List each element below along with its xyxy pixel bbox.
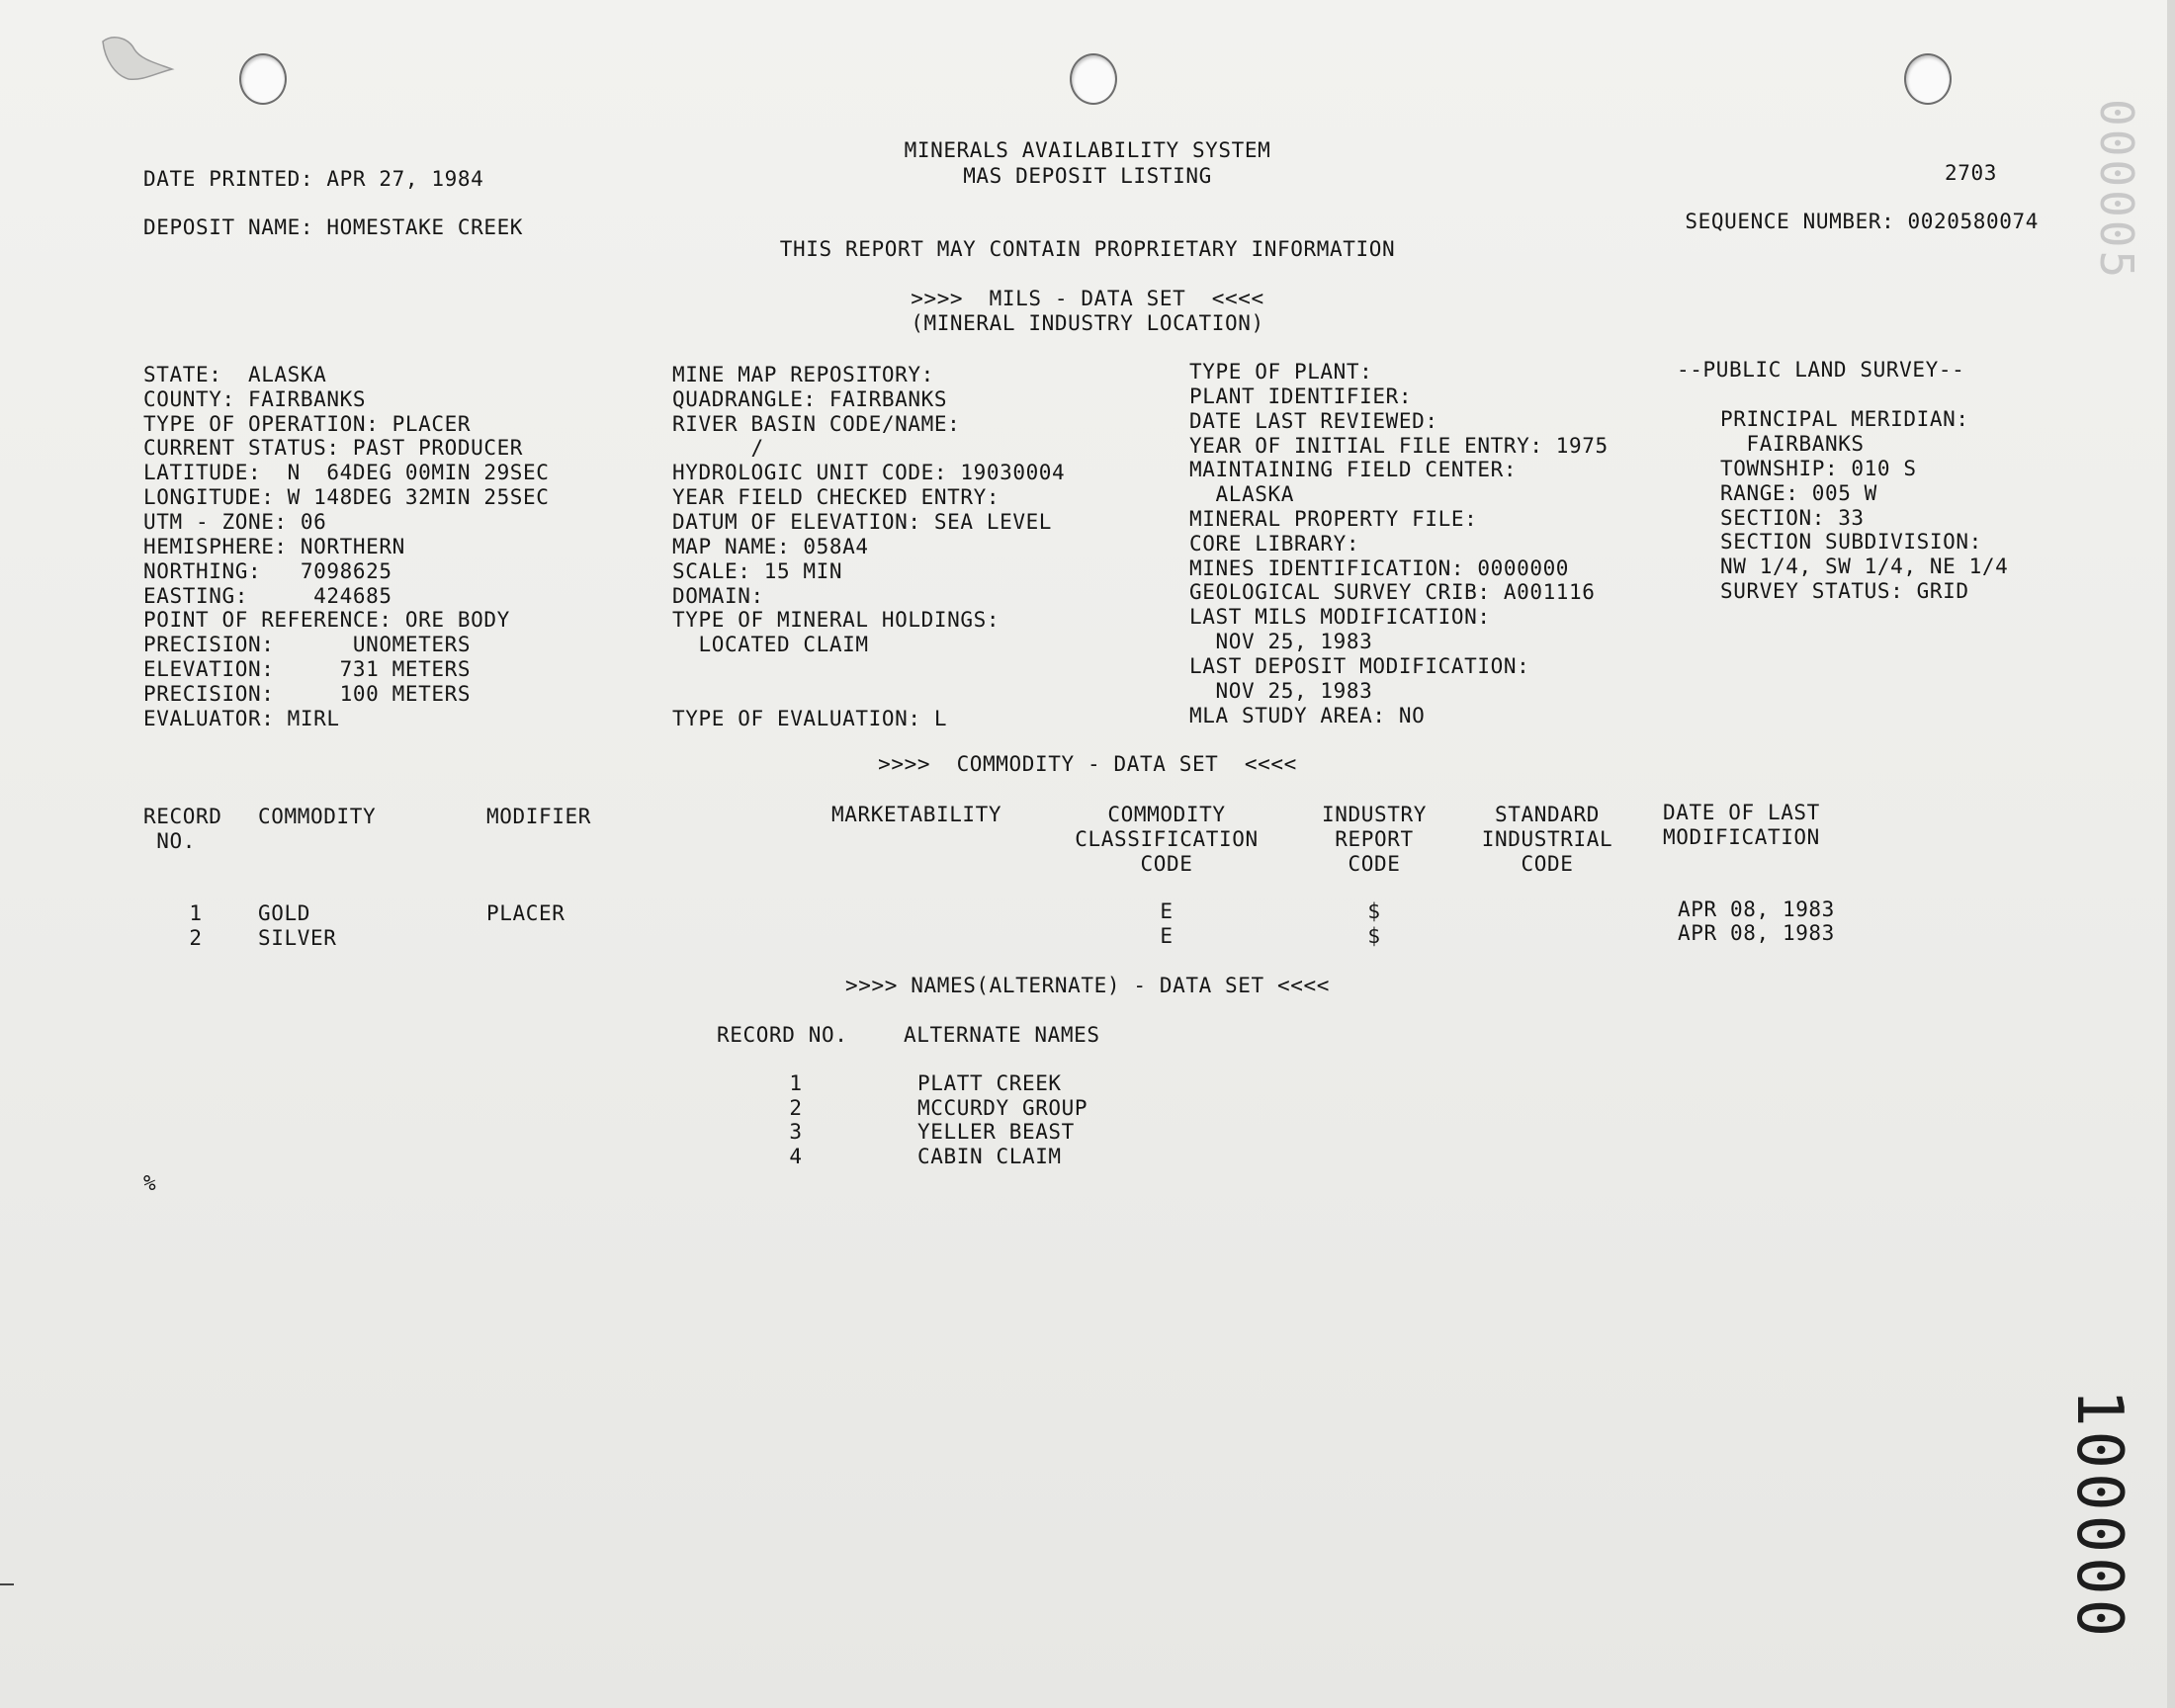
mils-field: TYPE OF MINERAL HOLDINGS: (672, 608, 1000, 632)
mils-field: LAST DEPOSIT MODIFICATION: (1189, 654, 1530, 678)
mils-field: CURRENT STATUS: PAST PRODUCER (143, 436, 524, 460)
alt-name-record: 3 (789, 1120, 803, 1144)
alt-name-record: 2 (789, 1096, 803, 1120)
survey-field: PRINCIPAL MERIDIAN: (1720, 407, 1969, 431)
binder-hole-right (1904, 53, 1952, 105)
binder-hole-left (239, 53, 287, 105)
col-modifier: MODIFIER (486, 805, 591, 828)
survey-field: TOWNSHIP: 010 S (1720, 457, 1917, 480)
survey-field: SURVEY STATUS: GRID (1720, 579, 1969, 603)
mils-field: LONGITUDE: W 148DEG 32MIN 25SEC (143, 485, 550, 509)
mils-field: MINES IDENTIFICATION: 0000000 (1189, 556, 1570, 580)
mils-field: MAP NAME: 058A4 (672, 535, 869, 558)
mils-field: NOV 25, 1983 (1189, 630, 1373, 653)
alt-name: CABIN CLAIM (917, 1145, 1062, 1168)
mils-field: HYDROLOGIC UNIT CODE: 19030004 (672, 461, 1066, 484)
col-record-no: RECORD NO. (143, 805, 222, 853)
sequence-number: SEQUENCE NUMBER: 0020580074 (1685, 210, 2039, 233)
mils-field: HEMISPHERE: NORTHERN (143, 535, 405, 558)
cell-record: 1 (189, 901, 203, 925)
alt-name: MCCURDY GROUP (917, 1096, 1088, 1120)
mils-field: PLANT IDENTIFIER: (1189, 384, 1413, 408)
mils-field: NOV 25, 1983 (1189, 679, 1373, 703)
cell-date: APR 08, 1983 (1678, 921, 1835, 945)
page-right-edge (2167, 0, 2175, 1708)
mils-field: CORE LIBRARY: (1189, 532, 1360, 555)
cell-classification: E (1160, 899, 1174, 923)
mils-field: TYPE OF OPERATION: PLACER (143, 412, 472, 436)
date-printed: DATE PRINTED: APR 27, 1984 (143, 167, 484, 191)
survey-field: FAIRBANKS (1720, 432, 1865, 456)
mils-field: / (672, 436, 764, 460)
mils-field: MAINTAINING FIELD CENTER: (1189, 458, 1518, 481)
commodity-heading: >>>> COMMODITY - DATA SET <<<< (878, 752, 1297, 776)
mils-field: ALASKA (1189, 482, 1294, 506)
mils-field: SCALE: 15 MIN (672, 559, 843, 583)
deposit-name: DEPOSIT NAME: HOMESTAKE CREEK (143, 215, 524, 239)
mils-field: DATUM OF ELEVATION: SEA LEVEL (672, 510, 1053, 534)
alt-name: PLATT CREEK (917, 1071, 1062, 1095)
cell-industry: $ (1367, 899, 1381, 923)
col-date-last-modification: DATE OF LAST MODIFICATION (1663, 801, 1820, 849)
cell-modifier: PLACER (486, 901, 566, 925)
mils-field: GEOLOGICAL SURVEY CRIB: A001116 (1189, 580, 1596, 604)
col-marketability: MARKETABILITY (831, 803, 1002, 826)
mils-field: POINT OF REFERENCE: ORE BODY (143, 608, 510, 632)
col-industry-report-code: INDUSTRY REPORT CODE (1322, 803, 1427, 876)
mils-field: EASTING: 424685 (143, 584, 392, 608)
mils-field: MINERAL PROPERTY FILE: (1189, 507, 1478, 531)
binder-hole-center (1070, 53, 1117, 105)
survey-field: SECTION: 33 (1720, 506, 1865, 530)
cell-record: 2 (189, 926, 203, 950)
mils-field: LATITUDE: N 64DEG 00MIN 29SEC (143, 461, 550, 484)
mils-heading: >>>> MILS - DATA SET <<<< (911, 287, 1264, 310)
mils-field: STATE: ALASKA (143, 363, 327, 386)
mils-field: ELEVATION: 731 METERS (143, 657, 472, 681)
cell-commodity: GOLD (258, 901, 310, 925)
col-commodity: COMMODITY (258, 805, 377, 828)
mils-field: COUNTY: FAIRBANKS (143, 387, 367, 411)
survey-field: NW 1/4, SW 1/4, NE 1/4 (1720, 555, 2009, 578)
col-names-record-no: RECORD NO. (717, 1023, 848, 1047)
mils-field: QUADRANGLE: FAIRBANKS (672, 387, 948, 411)
page-edge-mark (0, 1583, 14, 1585)
alt-name: YELLER BEAST (917, 1120, 1075, 1144)
cell-classification: E (1160, 924, 1174, 948)
col-standard-industrial-code: STANDARD INDUSTRIAL CODE (1481, 803, 1613, 876)
mils-field: LOCATED CLAIM (672, 633, 869, 656)
cell-industry: $ (1367, 924, 1381, 948)
page-number: 2703 (1945, 161, 1997, 185)
mils-field: PRECISION: 100 METERS (143, 682, 472, 706)
page-stamp-bottom: 100000 (2062, 1389, 2135, 1642)
punch-chad-mark (95, 30, 184, 99)
mils-field: RIVER BASIN CODE/NAME: (672, 412, 961, 436)
mils-field: YEAR OF INITIAL FILE ENTRY: 1975 (1189, 434, 1609, 458)
proprietary-notice: THIS REPORT MAY CONTAIN PROPRIETARY INFORMATION (779, 237, 1396, 261)
mils-field: MINE MAP REPOSITORY: (672, 363, 934, 386)
names-heading: >>>> NAMES(ALTERNATE) - DATA SET <<<< (845, 974, 1330, 997)
mils-field: DOMAIN: (672, 584, 764, 608)
system-title: MINERALS AVAILABILITY SYSTEM (904, 138, 1271, 162)
mils-subheading: (MINERAL INDUSTRY LOCATION) (911, 311, 1264, 335)
mils-field: TYPE OF EVALUATION: L (672, 707, 948, 730)
listing-title: MAS DEPOSIT LISTING (963, 164, 1212, 188)
page-stamp-top: 000005 (2090, 99, 2143, 282)
alt-name-record: 1 (789, 1071, 803, 1095)
mils-field: PRECISION: UNOMETERS (143, 633, 472, 656)
public-land-survey-title: --PUBLIC LAND SURVEY-- (1677, 358, 1965, 382)
cell-commodity: SILVER (258, 926, 337, 950)
alt-name-record: 4 (789, 1145, 803, 1168)
cell-date: APR 08, 1983 (1678, 897, 1835, 921)
footer-mark: % (143, 1171, 157, 1195)
mils-field: YEAR FIELD CHECKED ENTRY: (672, 485, 1000, 509)
col-alternate-names: ALTERNATE NAMES (904, 1023, 1100, 1047)
mils-field: UTM - ZONE: 06 (143, 510, 327, 534)
mils-field: EVALUATOR: MIRL (143, 707, 340, 730)
mils-field: TYPE OF PLANT: (1189, 360, 1373, 384)
mils-field: MLA STUDY AREA: NO (1189, 704, 1426, 727)
mils-field: DATE LAST REVIEWED: (1189, 409, 1438, 433)
survey-field: SECTION SUBDIVISION: (1720, 530, 1982, 554)
col-classification-code: COMMODITY CLASSIFICATION CODE (1075, 803, 1259, 876)
survey-field: RANGE: 005 W (1720, 481, 1877, 505)
mils-field: NORTHING: 7098625 (143, 559, 392, 583)
mils-field: LAST MILS MODIFICATION: (1189, 605, 1491, 629)
